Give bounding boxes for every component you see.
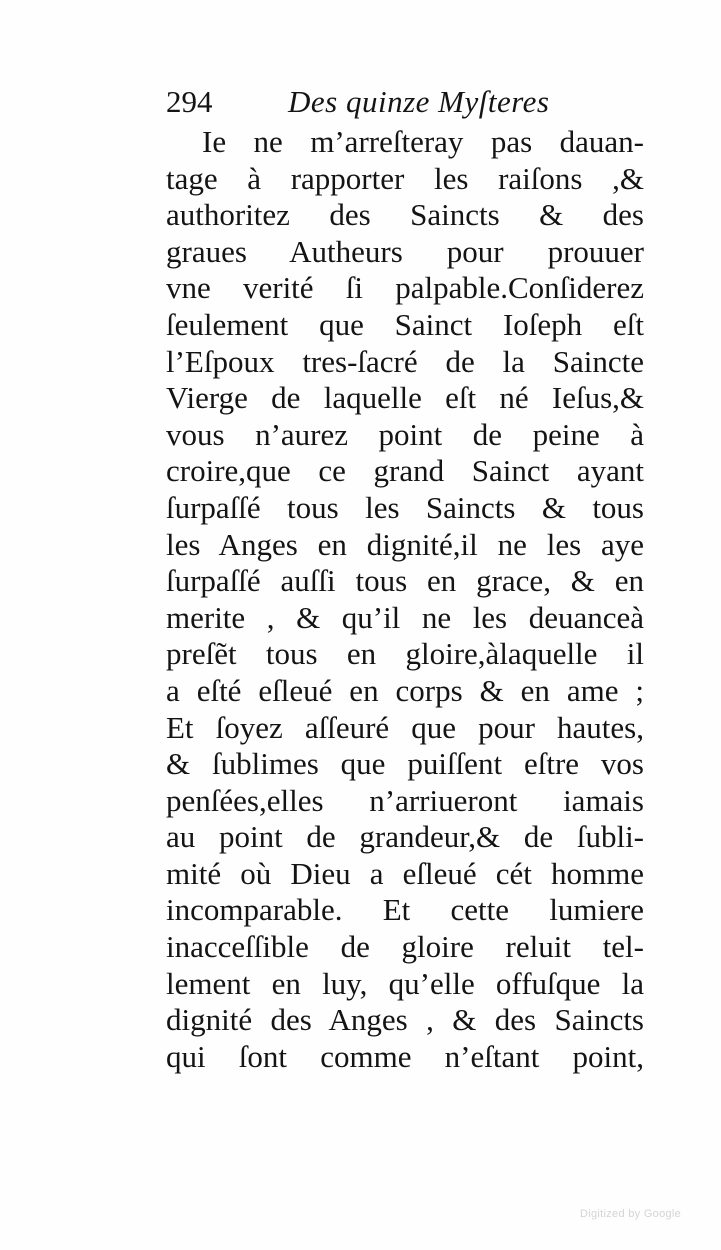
- text-line: Ie ne m’arreſteray pas dauan-: [202, 124, 644, 159]
- running-title: Des quinze Myſteres: [288, 84, 550, 119]
- text-line: au point de grandeur,& de ſubli-: [166, 819, 644, 855]
- body-text: [166, 124, 644, 1075]
- text-line: & ſublimes que puiſſent eſtre vos: [166, 746, 644, 782]
- text-line: Vierge de laquelle eſt né Ieſus,&: [166, 380, 644, 416]
- text-line: ſurpaſſé auſſi tous en grace, & en: [166, 563, 644, 599]
- text-line: croire,que ce grand Sainct ayant: [166, 453, 644, 489]
- text-line: vous n’aurez point de peine à: [166, 416, 644, 452]
- text-line: qui ſont comme n’eſtant point,: [166, 1038, 644, 1074]
- watermark: Digitized by Google: [580, 1208, 682, 1220]
- text-line: incomparable. Et cette lumiere: [166, 892, 644, 928]
- page-number: 294: [166, 84, 213, 119]
- text-line: authoritez des Saincts & des: [166, 197, 644, 233]
- text-line: vne verité ſi palpable.Conſiderez: [166, 270, 644, 306]
- text-line: dignité des Anges , & des Saincts: [166, 1002, 644, 1038]
- text-line: merite , & qu’il ne les deuanceà: [166, 599, 644, 635]
- text-line: mité où Dieu a eſleué cét homme: [166, 855, 644, 891]
- text-line: graues Autheurs pour prouuer: [166, 233, 644, 269]
- text-line: les Anges en dignité,il ne les aye: [166, 526, 644, 562]
- text-line: a eſté eſleué en corps & en ame ;: [166, 672, 644, 708]
- text-line: tage à rapporter les raiſons ,&: [166, 160, 644, 196]
- running-head: [160, 82, 630, 126]
- text-line: lement en luy, qu’elle offuſque la: [166, 965, 644, 1001]
- text-line: preſẽt tous en gloire,àlaquelle il: [166, 636, 644, 672]
- text-line: l’Eſpoux tres-ſacré de la Saincte: [166, 343, 644, 379]
- text-line: inacceſſible de gloire reluit tel-: [166, 929, 644, 965]
- text-line: ſurpaſſé tous les Saincts & tous: [166, 489, 644, 525]
- text-line: Et ſoyez aſſeuré que pour hautes,: [166, 709, 644, 745]
- text-line: ſeulement que Sainct Ioſeph eſt: [166, 306, 644, 342]
- text-line: penſées,elles n’arriueront iamais: [166, 782, 644, 818]
